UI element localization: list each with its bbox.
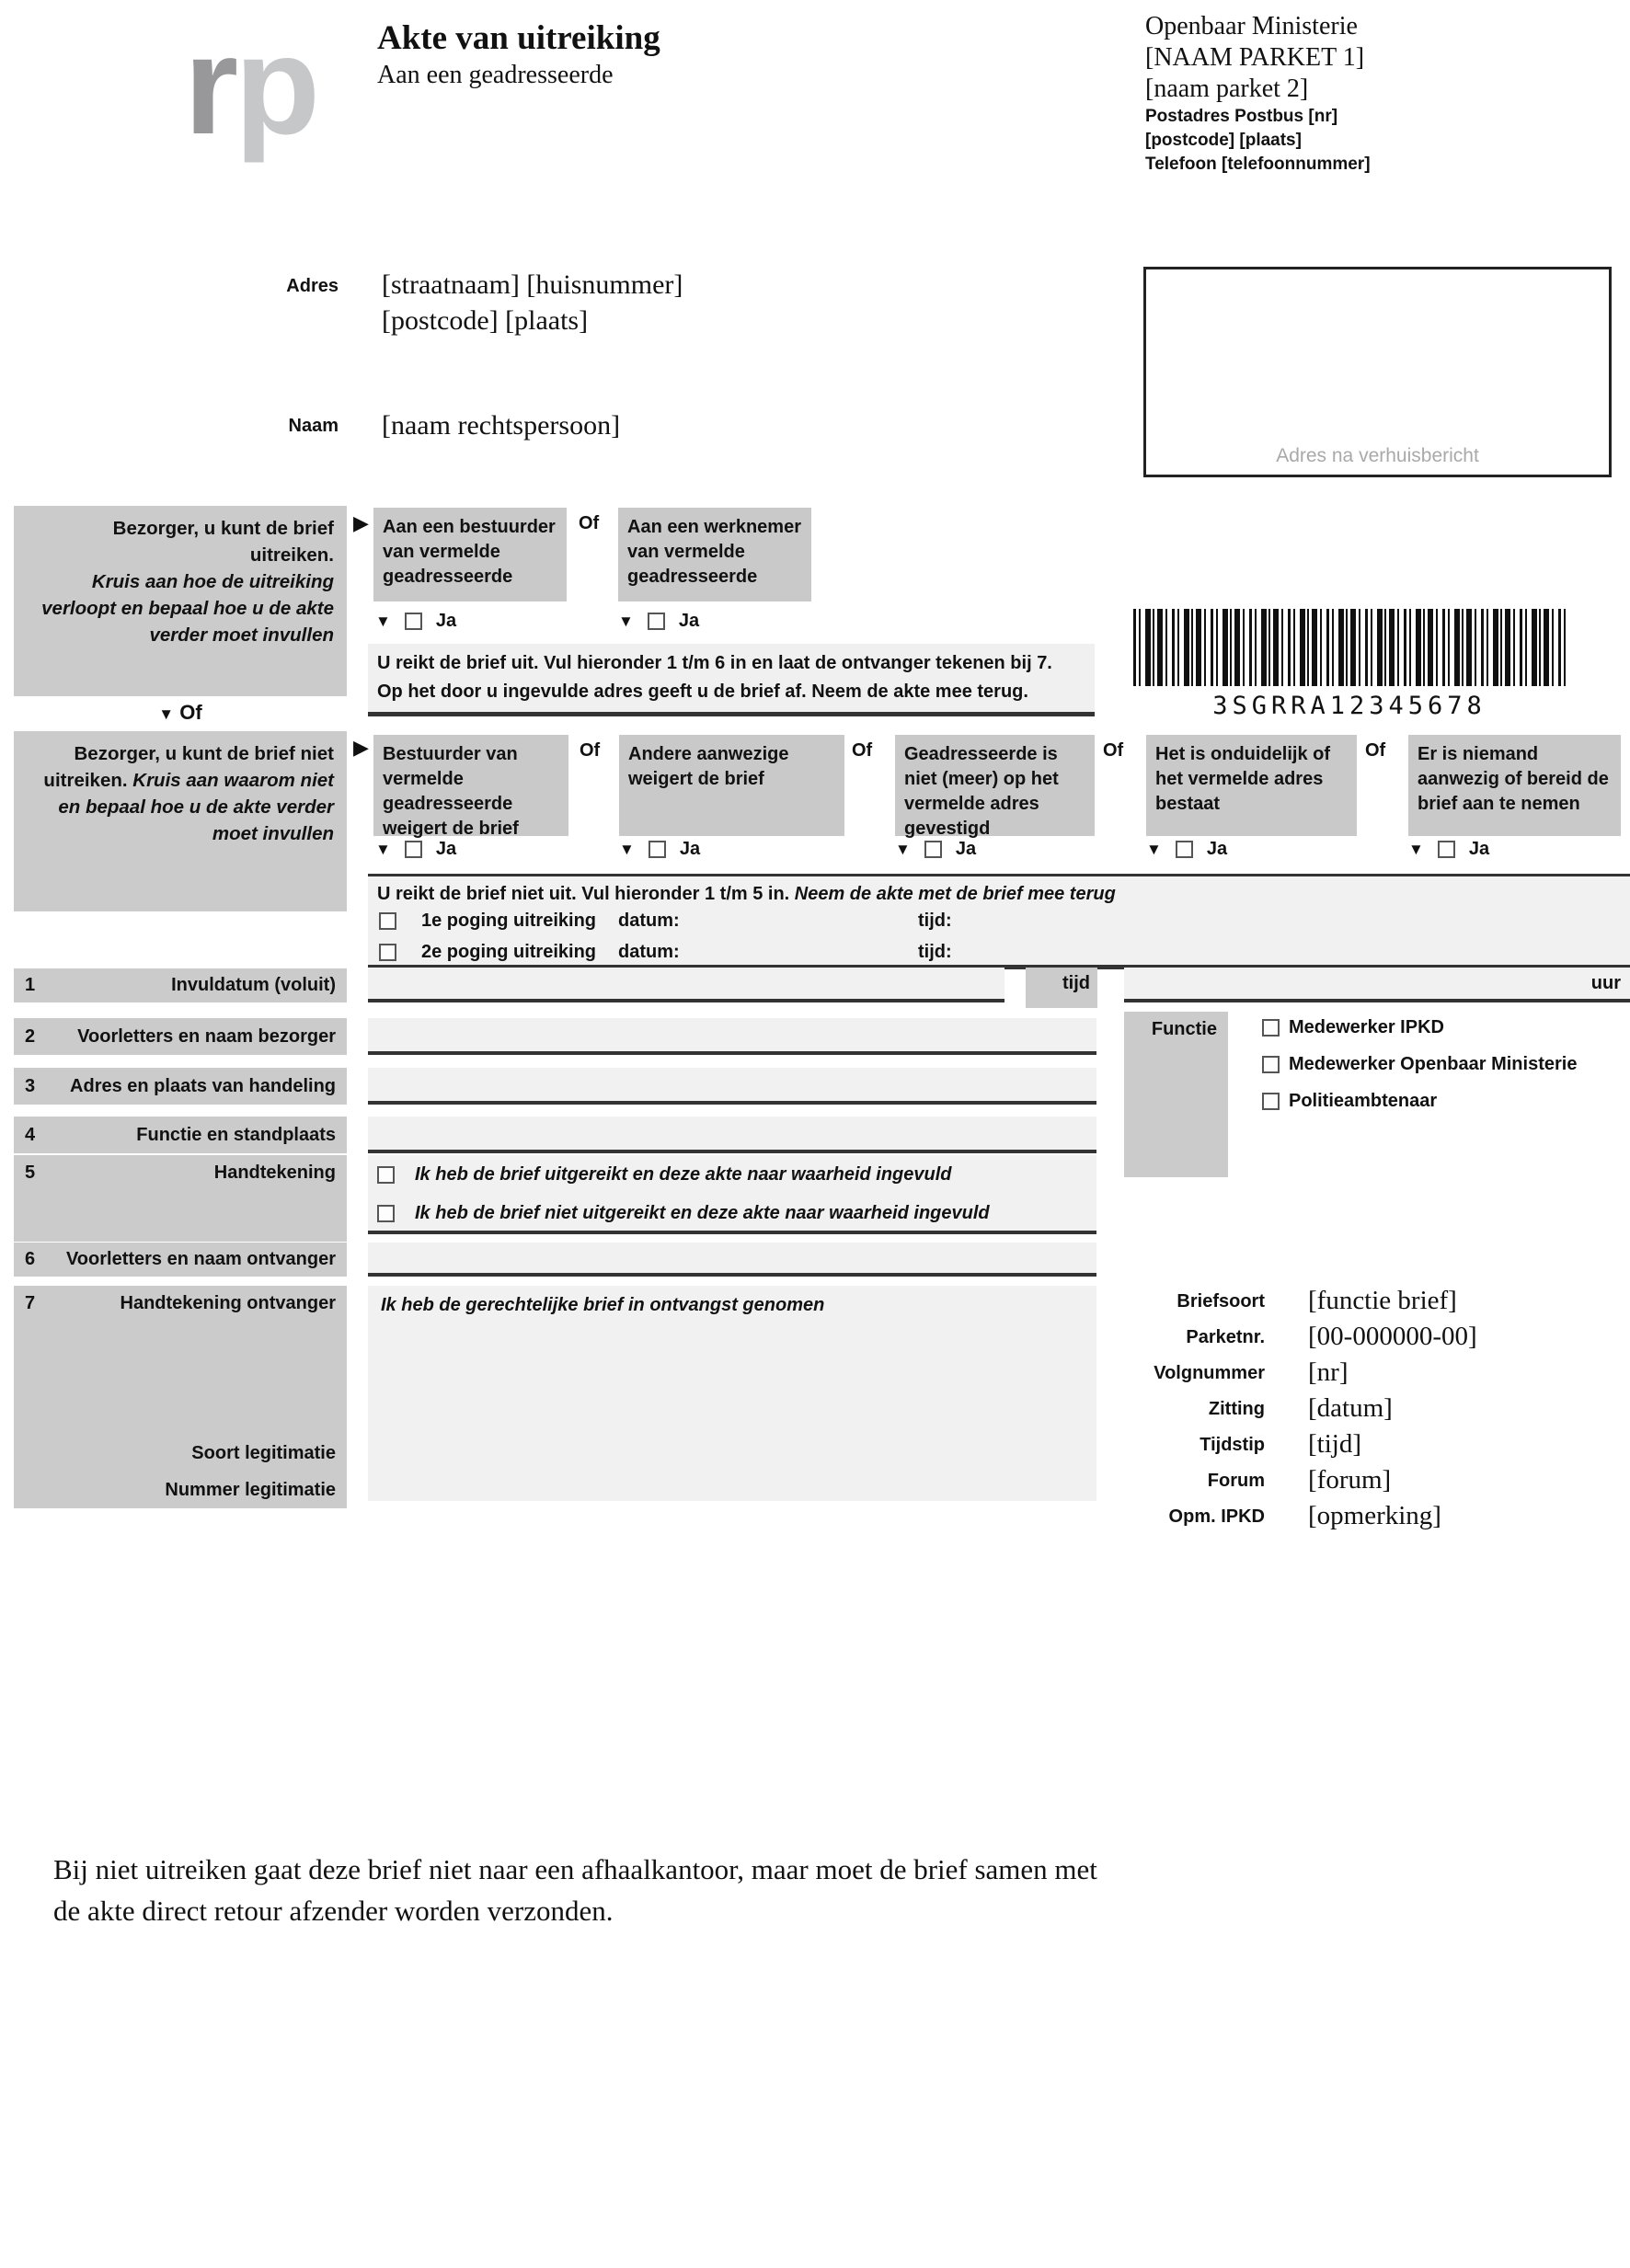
return-instruction-note: Bij niet uitreiken gaat deze brief niet naar een afhaalkantoor, maar moet de brief samen met de akte direct retour afzender worden verzonden. [53, 1853, 1097, 1927]
of-divider [14, 701, 347, 725]
statement-row-1 [377, 1164, 952, 1186]
barcode [1133, 609, 1566, 686]
deliver-option-werknemer: Aan een werknemer van vermelde geadresseerde [618, 508, 811, 601]
nodeliver-of1: Of [580, 740, 601, 761]
adres-line2: [postcode] [plaats] [382, 305, 589, 336]
arrow-down-icon: ▼ [375, 841, 391, 858]
tijd-label-box: tijd [1026, 968, 1097, 1008]
row-label-1 [14, 968, 347, 1002]
arrow-down-icon: ▼ [1146, 841, 1162, 858]
adres-line1: [straatnaam] [huisnummer] [382, 269, 683, 300]
nodeliver-option5-box: Er is niemand aanwezig of bereid de brief aan te nemen [1408, 735, 1621, 836]
briefsoort-value: [functie brief] [1308, 1286, 1457, 1315]
functie2-checkbox[interactable] [1262, 1056, 1280, 1073]
office-postadres: Postadres Postbus [nr] [1145, 107, 1338, 126]
attempt2-datum-label: datum: [618, 942, 680, 962]
nodeliver-option4-box: Het is onduidelijk of het vermelde adres bestaat [1146, 735, 1357, 836]
volgnummer-label: Volgnummer [1154, 1363, 1265, 1383]
attempt-row-1 [377, 907, 1621, 938]
tijdstip-value: [tijd] [1308, 1429, 1361, 1459]
row-number: 3 [25, 1075, 36, 1096]
nodeliver-instruction-line [377, 881, 1621, 907]
row-title: Voorletters en naam ontvanger [65, 1249, 336, 1269]
row-number: 5 [25, 1163, 36, 1183]
naam-label: Naam [288, 416, 339, 436]
ja-label: Ja [1206, 839, 1228, 859]
arrow-down-icon: ▼ [375, 613, 391, 630]
parketnr-value: [00-000000-00] [1308, 1322, 1477, 1351]
deliver-option1-checkbox[interactable] [405, 613, 422, 630]
functie-label-box: Functie [1124, 1012, 1228, 1177]
row-title: Voorletters en naam bezorger [77, 1025, 336, 1047]
adres-handeling-input[interactable] [368, 1068, 1096, 1105]
ontvanger-handtekening-area[interactable] [368, 1286, 1096, 1501]
office-parket2: [naam parket 2] [1145, 74, 1309, 103]
ja-label: Ja [1468, 839, 1490, 859]
arrow-right-icon: ▶ [353, 511, 369, 534]
naam-value: [naam rechtspersoon] [382, 410, 621, 441]
row-label-5 [14, 1155, 347, 1242]
volgnummer-value: [nr] [1308, 1357, 1349, 1387]
tijdstip-label: Tijdstip [1200, 1435, 1265, 1455]
arrow-down-icon: ▼ [618, 613, 634, 630]
adres-value [382, 267, 683, 338]
nodeliver-option1-box: Bestuurder van vermelde geadresseerde weigert de brief [373, 735, 568, 836]
deliver-option-bestuurder: Aan een bestuurder van vermelde geadresseerde [373, 508, 567, 601]
nodeliver-of4: Of [1365, 740, 1386, 761]
form-title: Akte van uitreiking [377, 19, 660, 57]
deliver-of-label: Of [579, 513, 600, 533]
statement2-text: Ik heb de brief niet uitgereikt en deze akte naar waarheid ingevuld [415, 1203, 990, 1223]
nodeliver-option1-checkbox[interactable] [405, 841, 422, 858]
of-divider-label: Of [179, 701, 202, 724]
ja-label: Ja [435, 611, 457, 631]
nodeliver-option3-ja-row [895, 839, 976, 860]
row-number: 4 [25, 1124, 36, 1145]
deliver-instruction-line2: Op het door u ingevulde adres geeft u de brief af. Neem de akte mee terug. [377, 682, 1028, 702]
invuldatum-input[interactable] [368, 968, 1004, 1002]
parketnr-label: Parketnr. [1186, 1327, 1265, 1347]
nodeliver-of2: Of [852, 740, 873, 761]
deliver-instruction-bar [368, 644, 1095, 716]
functie1-checkbox[interactable] [1262, 1019, 1280, 1037]
functie3-label: Politieambtenaar [1289, 1091, 1438, 1111]
opm-ipkd-value: [opmerking] [1308, 1501, 1441, 1530]
ja-label: Ja [435, 839, 457, 859]
attempt2-tijd-label: tijd: [918, 942, 952, 962]
deliver-panel-italic: Kruis aan hoe de uitreiking verloopt en bepaal hoe u de akte verder moet invullen [41, 571, 334, 646]
office-telefoon: Telefoon [telefoonnummer] [1145, 155, 1371, 174]
row-number: 7 [25, 1293, 36, 1313]
handtekening-statements-area [368, 1155, 1096, 1234]
office-name: Openbaar Ministerie [1145, 12, 1358, 40]
forum-label: Forum [1207, 1471, 1265, 1491]
row-label-4 [14, 1117, 347, 1153]
functie-option-1 [1262, 1017, 1444, 1038]
deliver-guidance-panel [14, 506, 347, 696]
soort-legitimatie-label: Soort legitimatie [191, 1443, 336, 1463]
attempt-row-2 [377, 938, 1621, 969]
row-title: Handtekening [213, 1163, 336, 1183]
row-label-2 [14, 1018, 347, 1055]
briefsoort-label: Briefsoort [1177, 1291, 1265, 1312]
uur-label: uur [1590, 973, 1621, 993]
functie-option-2 [1262, 1054, 1577, 1075]
forum-value: [forum] [1308, 1465, 1392, 1495]
row-label-7 [14, 1286, 347, 1508]
nodeliver-option5-checkbox[interactable] [1438, 841, 1455, 858]
nodeliver-option1-ja-row [375, 839, 456, 860]
attempt1-datum-label: datum: [618, 911, 680, 931]
row-label-3 [14, 1068, 347, 1105]
opm-ipkd-label: Opm. IPKD [1168, 1506, 1265, 1527]
functie-option-3 [1262, 1091, 1437, 1112]
tijd-input[interactable] [1124, 968, 1630, 1002]
verhuisbox-hint: Adres na verhuisbericht [1276, 445, 1479, 466]
row-number: 6 [25, 1249, 36, 1269]
nodeliver-option2-box: Andere aanwezige weigert de brief [619, 735, 844, 836]
deliver-option2-ja-row [618, 611, 699, 632]
barcode-text: 3SGRRA12345678 [1212, 692, 1487, 720]
row-title: Functie en standplaats [136, 1124, 336, 1145]
logo-letter-p: p [235, 7, 317, 164]
attempt1-checkbox[interactable] [379, 912, 396, 930]
office-postcode: [postcode] [plaats] [1145, 131, 1302, 150]
arrow-down-icon: ▼ [895, 841, 911, 858]
nodeliver-option3-box: Geadresseerde is niet (meer) op het vermelde adres gevestigd [895, 735, 1095, 836]
nodeliver-option4-ja-row [1146, 839, 1227, 860]
functie1-label: Medewerker IPKD [1289, 1017, 1444, 1037]
arrow-down-icon: ▼ [158, 705, 175, 723]
statement-row-2 [377, 1203, 990, 1224]
row-label-6 [14, 1243, 347, 1277]
nodeliver-option5-ja-row [1408, 839, 1489, 860]
nodeliver-option3-checkbox[interactable] [924, 841, 942, 858]
adres-na-verhuisbericht-box[interactable] [1143, 267, 1612, 477]
nodeliver-option4-checkbox[interactable] [1176, 841, 1193, 858]
arrow-down-icon: ▼ [1408, 841, 1424, 858]
office-address-block [1145, 11, 1371, 177]
nodeliver-panel-bold: Bezorger, u kunt de brief niet uitreiken. [43, 743, 334, 791]
office-parket1: [NAAM PARKET 1] [1145, 43, 1365, 72]
row-title: Invuldatum (voluit) [171, 975, 336, 995]
rp-logo [184, 7, 317, 164]
functie2-label: Medewerker Openbaar Ministerie [1289, 1054, 1578, 1074]
attempt2-checkbox[interactable] [379, 944, 396, 961]
adres-label: Adres [286, 276, 339, 296]
nodeliver-of3: Of [1103, 740, 1124, 761]
bezorger-naam-input[interactable] [368, 1018, 1096, 1055]
deliver-option2-checkbox[interactable] [648, 613, 665, 630]
arrow-right-icon: ▶ [353, 736, 369, 759]
row-title: Adres en plaats van handeling [70, 1075, 336, 1096]
row-number: 2 [25, 1025, 36, 1047]
zitting-value: [datum] [1308, 1393, 1393, 1423]
ja-label: Ja [955, 839, 977, 859]
nodeliver-panel-italic: Kruis aan waarom niet en bepaal hoe u de akte verder moet invullen [58, 770, 334, 844]
deliver-instruction-line1: U reikt de brief uit. Vul hieronder 1 t/m 6 in en laat de ontvanger tekenen bij 7. [377, 653, 1052, 673]
logo-letter-r: r [184, 7, 235, 164]
statement1-checkbox[interactable] [377, 1166, 395, 1184]
nodeliver-instruction-bar [368, 874, 1630, 969]
attempt1-label: 1e poging uitreiking [421, 911, 597, 931]
ja-label: Ja [678, 611, 700, 631]
arrow-down-icon: ▼ [619, 841, 635, 858]
ja-label: Ja [679, 839, 701, 859]
zitting-label: Zitting [1208, 1399, 1265, 1419]
nodeliver-option2-checkbox[interactable] [649, 841, 666, 858]
ontvangst-statement: Ik heb de gerechtelijke brief in ontvangst genomen [381, 1295, 825, 1315]
functie-standplaats-input[interactable] [368, 1117, 1096, 1153]
ontvanger-naam-input[interactable] [368, 1243, 1096, 1277]
row-title: Handtekening ontvanger [120, 1293, 336, 1313]
nodeliver-instruction-plain: U reikt de brief niet uit. Vul hieronder 1 t/m 5 in. [377, 884, 795, 904]
nodeliver-instruction-italic: Neem de akte met de brief mee terug [794, 884, 1116, 904]
attempt1-tijd-label: tijd: [918, 911, 952, 931]
deliver-option1-ja-row [375, 611, 456, 632]
statement1-text: Ik heb de brief uitgereikt en deze akte naar waarheid ingevuld [415, 1164, 952, 1185]
nodeliver-guidance-panel [14, 731, 347, 911]
nummer-legitimatie-label: Nummer legitimatie [165, 1480, 336, 1500]
form-subtitle: Aan een geadresseerde [377, 61, 614, 89]
nodeliver-option2-ja-row [619, 839, 700, 860]
row-number: 1 [25, 975, 36, 995]
deliver-panel-bold: Bezorger, u kunt de brief uitreiken. [112, 518, 334, 566]
statement2-checkbox[interactable] [377, 1205, 395, 1222]
attempt2-label: 2e poging uitreiking [421, 942, 597, 962]
functie3-checkbox[interactable] [1262, 1093, 1280, 1110]
